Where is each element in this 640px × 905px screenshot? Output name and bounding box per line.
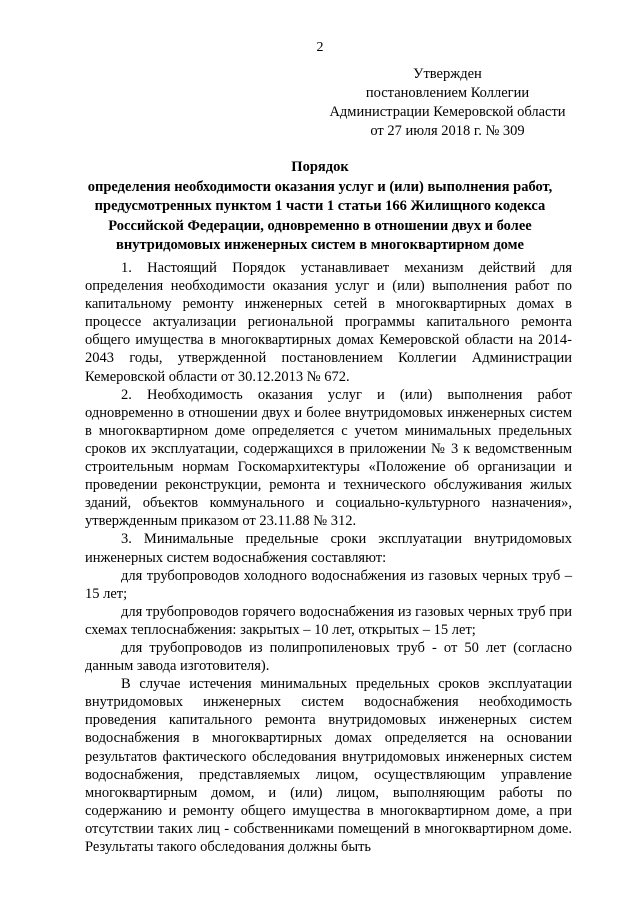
title-subtitle-line: Российской Федерации, одновременно в отношении двух и более [108,217,532,234]
title-subtitle-line: определения необходимости оказания услуг и (или) выполнения работ, [87,178,553,195]
paragraph-polypropylene: для трубопроводов из полипропиленовых труб - от 50 лет (согласно данным завода изготовителя). [85,639,572,675]
paragraph-hot-water: для трубопроводов горячего водоснабжения из газовых черных труб при схемах теплоснабжения: закрытых – 10 лет, открытых – 15 лет; [85,603,572,638]
title-subtitle-line: предусмотренных пунктом 1 части 1 статьи 166 Жилищного кодекса [94,198,546,214]
approval-line-1: Утвержден [413,66,482,82]
paragraph-cold-water: для трубопроводов холодного водоснабжения из газовых черных труб – 15 лет; [85,567,572,602]
approval-line-2: постановлением Коллегии [365,85,530,101]
title-heading: Порядок [291,159,349,175]
approval-line-3: Администрации Кемеровской области [329,104,566,120]
paragraph-1: 1. Настоящий Порядок устанавливает механизм действий для определения необходимости оказания услуг и (или) выполнения работ по капитальному ремонту инженерных сетей в многоквартирных домах в процессе актуализации региональной программы капитального ремонта общего имущества в многоквартирных домах Кемеровской области на 2014-2043 годы, утвержденной постановлением Коллегии Администрации Кемеровской области от 30.12.2013 № 672. [85,260,572,385]
document-body [85,259,572,856]
title-subtitle-line: внутридомовых инженерных систем в многоквартирном доме [116,237,524,253]
paragraph-2: 2. Необходимость оказания услуг и (или) выполнения работ одновременно в отношении двух и более внутридомовых инженерных систем в многоквартирном доме определяется с учетом минимальных предельных сроков их эксплуатации, содержащихся в приложении № 3 к ведомственным строительным нормам Госкомархитектуры «Положение об организации и проведении реконструкции, ремонта и технического обслуживания жилых зданий, объектов коммунального и социально-культурного назначения», утвержденным приказом от 23.11.88 № 312. [85,386,572,530]
approval-stamp [310,65,585,141]
page-number: 2 [316,40,324,55]
paragraph-expiry: В случае истечения минимальных предельных сроков эксплуатации внутридомовых инженерных систем водоснабжения необходимость проведения капитального ремонта внутридомовых инженерных систем водоснабжения в многоквартирных домах определяется на основании результатов фактического обследования внутридомовых инженерных систем водоснабжения, представляемых лицом, осуществляющим управление многоквартирным домом, и (или) лицом, выполняющим работы по содержанию и ремонту общего имущества в многоквартирном доме, а при отсутствии таких лиц - собственниками помещений в многоквартирном доме. Результаты такого обследования должны быть [85,676,572,855]
document-title [60,158,580,256]
paragraph-3: 3. Минимальные предельные сроки эксплуатации внутридомовых инженерных систем водоснабжения составляют: [85,531,572,566]
approval-line-4: от 27 июля 2018 г. № 309 [370,123,525,139]
